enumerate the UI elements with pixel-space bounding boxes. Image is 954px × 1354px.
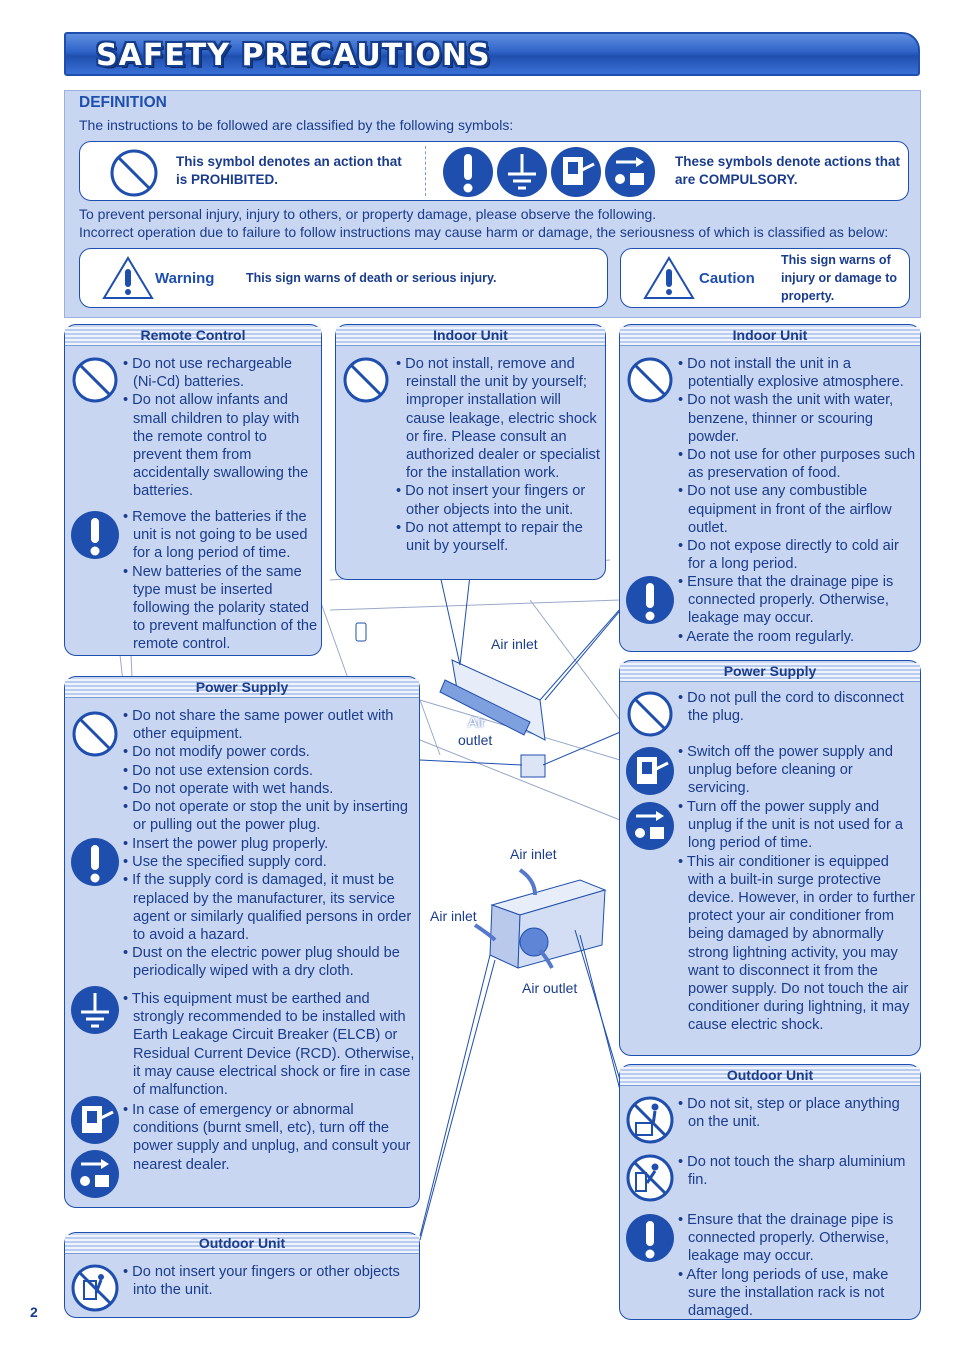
prevent-instruction-line1: To prevent personal injury, injury to others, or property damage, please observe the following. [79,206,657,222]
no-insert-fingers-icon [70,1263,120,1313]
power-supply-right-panel [619,660,921,1056]
list-item: • New batteries of the same type must be inserted following the polarity stated to prevent malfunction of the remote control. [123,563,319,654]
remote-compulsory-list [123,508,319,654]
no-step-icon [625,1095,675,1145]
exclamation-icon [625,1213,675,1263]
prohibited-description: This symbol denotes an action that is PROHIBITED. [176,154,402,187]
caution-text: This sign warns of injury or damage to property. [781,253,897,303]
indoor-air-outlet-label-1: Air [468,714,486,730]
list-item: • Ensure that the drainage pipe is connected properly. Otherwise, leakage may occur. [678,573,918,628]
earth-ground-icon [70,985,120,1035]
indoor-center-prohibited-list [396,355,600,555]
list-item: • Insert the power plug properly. [123,835,415,853]
unplug-icon [625,801,675,851]
outdoor-air-inlet-side-label: Air inlet [430,908,477,924]
prohibited-icon [70,709,120,759]
list-item: • Do not use extension cords. [123,762,415,780]
list-item: • This air conditioner is equipped with a built-in surge protective device. However, in order to further protect your air conditioner from being damaged by abnormally strong lightning activity, you may want to disconnect it from the power supply. Do not touch the air conditioner during lightning, it may cause electric shock. [678,853,918,1035]
exclamation-icon [70,837,120,887]
list-item: • Do not allow infants and small children to play with the remote control to prevent them from accidentally swallowing the batteries. [123,391,319,500]
indoor-air-outlet-label-2: outlet [458,732,493,748]
exclamation-icon [625,575,675,625]
list-item: • Do not install the unit in a potentially explosive atmosphere. [678,355,918,391]
warning-triangle-icon [643,255,695,301]
indoor-right-compulsory-list [678,573,918,646]
power-supply-left-panel [64,676,420,1208]
outdoor-unit-illustration [490,880,605,968]
power-left-compulsory-list [123,835,415,981]
caution-label: Caution [699,270,755,287]
power-left-emergency-list [123,1101,415,1174]
outdoor-unit-left-panel [64,1232,420,1318]
list-item: • Do not use any combustible equipment in front of the airflow outlet. [678,482,918,537]
unplug-icon [604,146,656,198]
remote-control-illustration [356,623,366,641]
list-item: • Aerate the room regularly. [678,628,918,646]
unplug-icon [70,1149,120,1199]
warning-text: This sign warns of death or serious injury. [246,271,497,285]
definition-section [64,90,921,318]
page-number: 2 [30,1304,38,1320]
list-item: • Do not use rechargeable (Ni-Cd) batteries. [123,355,319,391]
warning-box [79,248,608,308]
title-bar [64,32,920,76]
list-item: • Do not operate with wet hands. [123,780,415,798]
list-item: • Switch off the power supply and unplug before cleaning or servicing. [678,743,918,798]
power-outlet-illustration [521,755,545,777]
prohibited-icon [70,355,120,405]
symbol-legend-box [79,141,909,201]
outdoor-right-no-step-list [678,1095,918,1131]
list-item: • After long periods of use, make sure the installation rack is not damaged. [678,1266,918,1321]
indoor-unit-right-panel [619,324,921,652]
panel-title: Outdoor Unit [620,1067,920,1086]
remote-control-panel [64,324,322,656]
panel-title: Indoor Unit [620,327,920,346]
definition-intro: The instructions to be followed are classified by the following symbols: [79,117,514,133]
list-item: • Do not insert your fingers or other objects into the unit. [123,1263,415,1299]
panel-title: Indoor Unit [336,327,605,346]
list-item: • Do not operate or stop the unit by inserting or pulling out the power plug. [123,798,415,834]
warning-triangle-icon [102,255,154,301]
list-item: • Do not install, remove and reinstall the unit by yourself; improper installation will cause leakage, electric shock or fire. Please consult an authorized dealer or specialist for the installation work. [396,355,600,482]
outdoor-right-compulsory-list [678,1211,918,1320]
caution-box [620,248,910,308]
power-left-earth-list [123,990,415,1099]
list-item: • Do not sit, step or place anything on the unit. [678,1095,918,1131]
remote-prohibited-list [123,355,319,501]
compulsory-description: These symbols denote actions that are COMPULSORY. [675,154,901,187]
outdoor-right-no-touch-list [678,1153,918,1189]
prohibited-icon [341,355,391,405]
list-item: • Remove the batteries if the unit is not going to be used for a long period of time. [123,508,319,563]
power-right-switch-off-list [678,743,918,798]
list-item: • If the supply cord is damaged, it must be replaced by the manufacturer, its service agent or similarly qualified persons in order to avoid a hazard. [123,871,415,944]
switch-off-icon [550,146,602,198]
list-item: • Do not modify power cords. [123,743,415,761]
prevent-instruction-line2: Incorrect operation due to failure to follow instructions may cause harm or damage, the seriousness of which is classified as below: [79,224,889,240]
switch-off-icon [625,746,675,796]
panel-title: Remote Control [65,327,321,346]
list-item: • Dust on the electric power plug should be periodically wiped with a dry cloth. [123,944,415,980]
list-item: • Turn off the power supply and unplug if the unit is not used for a long period of time. [678,798,918,853]
outdoor-unit-right-panel [619,1064,921,1320]
indoor-unit-illustration [440,660,545,740]
outdoor-air-inlet-top-label: Air inlet [510,846,557,862]
power-left-prohibited-list [123,707,415,834]
indoor-unit-center-panel [335,324,606,580]
exclamation-icon [442,146,494,198]
panel-title: Power Supply [65,679,419,698]
list-item: • Do not pull the cord to disconnect the plug. [678,689,918,725]
power-right-prohibited-list [678,689,918,725]
indoor-right-prohibited-list [678,355,918,573]
list-item: • Use the specified supply cord. [123,853,415,871]
definition-heading: DEFINITION [79,94,167,111]
switch-off-icon [70,1095,120,1145]
panel-title: Power Supply [620,663,920,682]
no-touch-fin-icon [625,1153,675,1203]
list-item: • Do not share the same power outlet with other equipment. [123,707,415,743]
legend-divider [425,146,426,196]
power-right-unplug-list [678,798,918,1035]
indoor-air-inlet-label: Air inlet [491,636,538,652]
warning-label: Warning [155,270,215,287]
list-item: • Do not touch the sharp aluminium fin. [678,1153,918,1189]
exclamation-icon [70,510,120,560]
earth-ground-icon [496,146,548,198]
list-item: • Do not insert your fingers or other objects into the unit. [396,482,600,518]
list-item: • Ensure that the drainage pipe is connected properly. Otherwise, leakage may occur. [678,1211,918,1266]
list-item: • Do not wash the unit with water, benzene, thinner or scouring powder. [678,391,918,446]
list-item: • Do not use for other purposes such as preservation of food. [678,446,918,482]
list-item: • This equipment must be earthed and strongly recommended to be installed with Earth Leakage Circuit Breaker (ELCB) or Residual Current Device (RCD). Otherwise, it may cause electrical shock or fire in case of malfunction. [123,990,415,1099]
list-item: • In case of emergency or abnormal conditions (burnt smell, etc), turn off the power supply and unplug, and consult your nearest dealer. [123,1101,415,1174]
panel-title: Outdoor Unit [65,1235,419,1254]
page-title: SAFETY PRECAUTIONS [96,38,491,73]
outdoor-left-prohibited-list [123,1263,415,1299]
list-item: • Do not attempt to repair the unit by yourself. [396,519,600,555]
prohibited-icon [108,147,160,199]
outdoor-air-outlet-label: Air outlet [522,980,578,996]
list-item: • Do not expose directly to cold air for a long period. [678,537,918,573]
prohibited-icon [625,355,675,405]
prohibited-icon [625,689,675,739]
